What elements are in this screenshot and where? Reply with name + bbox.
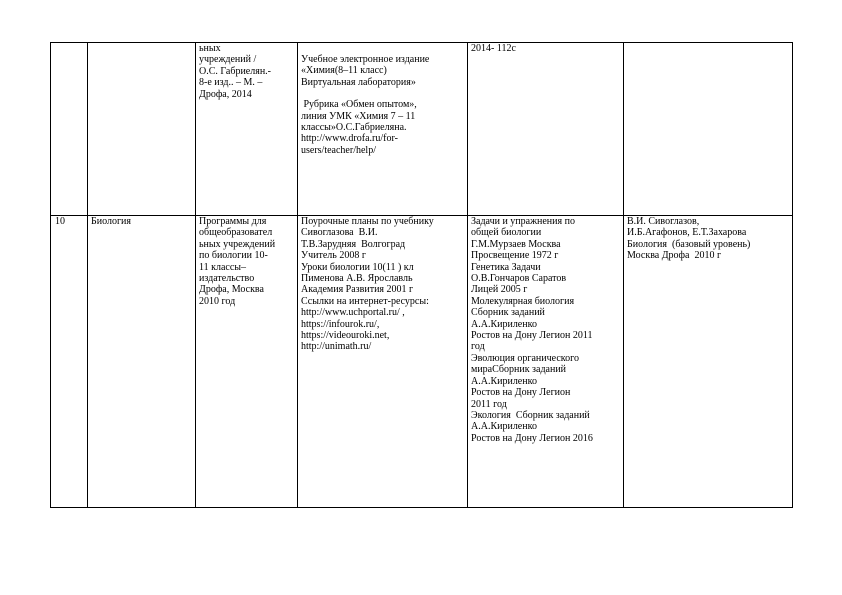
subject-cell: Биология [88,216,196,508]
text-line: Лицей 2005 г [471,284,528,296]
text-line: ьных учреждений [199,238,276,250]
text-line: Т.В.Зарудняя Волгоград [301,238,406,250]
link-unimath[interactable]: http://unimath.ru/ [301,341,372,353]
text-line: 2011 год [471,398,507,410]
text-line: О.С. Габриелян.- [199,65,272,77]
link-videouroki[interactable]: https://videouroki.net, [301,330,390,342]
text-line: Молекулярная биология [471,295,575,307]
link-uchportal[interactable]: http://www.uchportal.ru/ , [301,307,405,319]
text-line: Виртуальная лаборатория» [301,76,416,88]
text-line: Ростов на Дону Легион 2016 [471,432,593,444]
text-line: Сивоглазова В.И. [301,227,378,239]
materials-cell [468,43,624,216]
methodical-cell [298,216,468,508]
text-line: Сборник заданий [471,307,545,319]
curriculum-table [50,42,793,508]
table-row [51,43,793,216]
link-infourok[interactable]: https://infourok.ru/, [301,318,380,330]
text-line: Биология (базовый уровень) [627,238,751,250]
text-line: «Химия(8–11 класс) [301,65,387,77]
text-line: Ростов на Дону Легион [471,387,571,399]
row-number [51,43,88,216]
text-line: Дрофа, Москва [199,284,264,296]
textbooks-cell [624,43,793,216]
text-line: 2014- 112с [471,43,516,54]
text-line: Просвещение 1972 г [471,250,559,262]
text-line: Экология Сборник заданий [471,409,590,421]
text-line: В.И. Сивоглазов, [627,216,700,227]
text-line: users/teacher/help/ [301,144,376,156]
text-line: издательство [199,273,255,285]
table-row [51,216,793,508]
text-line: Учитель 2008 г [301,250,366,262]
text-line: А.А.Кириленко [471,318,537,330]
text-line: А.А.Кириленко [471,421,537,433]
row-number: 10 [51,216,88,508]
text-line: http://www.drofa.ru/for- [301,133,398,145]
text-line: Генетика Задачи [471,261,541,273]
text-line: Программы для [199,216,267,227]
text-line: год [471,341,485,353]
text-line: Поурочные планы по учебнику [301,216,434,227]
text-line: Задачи и упражнения по [471,216,575,227]
subject-cell [88,43,196,216]
text-line: Ростов на Дону Легион 2011 [471,330,593,342]
text-line: по биологии 10- [199,250,268,262]
text-line: Ссылки на интернет-ресурсы: [301,295,429,307]
text-line: линия УМК «Химия 7 – 11 [301,110,416,122]
text-line: О.В.Гончаров Саратов [471,273,567,285]
programs-cell [196,43,298,216]
text-line: Москва Дрофа 2010 г [627,250,722,262]
text-line: Рубрика «Обмен опытом», [301,99,417,111]
text-line: учреждений / [199,54,257,66]
text-line: мираСборник заданий [471,364,567,376]
methodical-cell [298,43,468,216]
text-line: 8-е изд.. – М. – [199,77,263,89]
text-line: Дрофа, 2014 [199,88,252,100]
text-line: ьных [199,43,221,54]
text-line: классы»О.С.Габриеляна. [301,122,407,134]
text-line: Г.М.Мурзаев Москва [471,238,561,250]
text-line: 2010 год [199,295,236,307]
text-line: Учебное электронное издание [301,54,430,65]
text-line: А.А.Кириленко [471,375,537,387]
text-line: Эволюция органического [471,352,579,364]
text-line: Академия Развития 2001 г [301,284,414,296]
text-line: Пименова А.В. Ярославль [301,273,413,285]
text-line: И.Б.Агафонов, Е.Т.Захарова [627,227,747,239]
materials-cell [468,216,624,508]
text-line: Уроки биологии 10(11 ) кл [301,261,414,273]
textbooks-cell [624,216,793,508]
text-line: общеобразовател [199,227,273,239]
text-line: общей биологии [471,227,542,239]
programs-cell [196,216,298,508]
text-line: 11 классы– [199,261,247,273]
